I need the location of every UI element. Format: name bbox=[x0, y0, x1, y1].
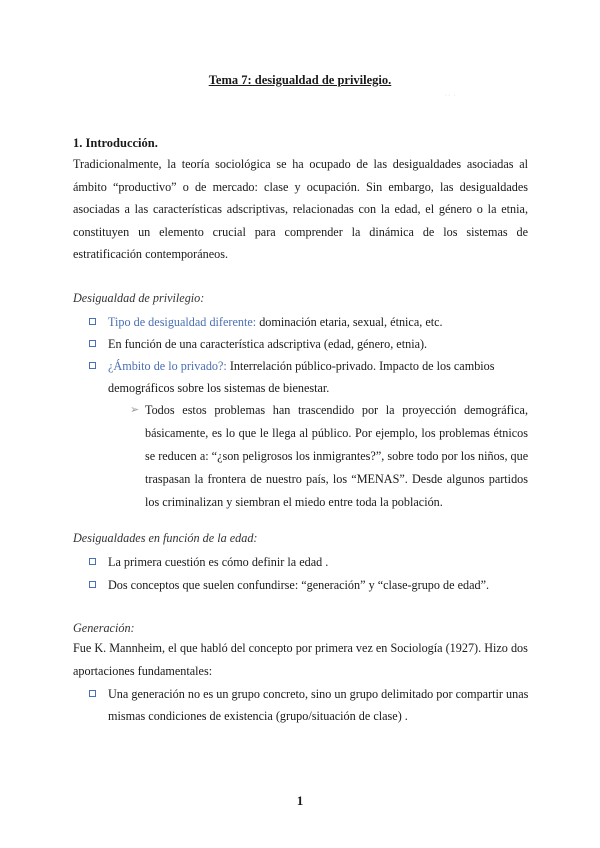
checkbox-bullet-icon bbox=[89, 690, 96, 697]
document-title: Tema 7: desigualdad de privilegio. bbox=[208, 73, 392, 87]
intro-line: constituyen un elemento crucial para comprender la dinámica de los sistemas de bbox=[73, 224, 528, 239]
intro-paragraph bbox=[73, 153, 528, 266]
paragraph-line: Fue K. Mannheim, el que habló del concepto por primera vez en Sociología (1927). Hizo dos bbox=[73, 641, 528, 655]
bullet-label: Tipo de desigualdad diferente: bbox=[108, 315, 257, 329]
sub-line: se reducen a: “¿son peligrosos los inmigrantes?”, sobre todo por los niños, que bbox=[145, 449, 529, 463]
sub-line: los criminalizan y siembran el miedo entre toda la población. bbox=[145, 495, 443, 509]
bullet-text: Una generación no es un grupo concreto, sino un grupo delimitado por compartir unas bbox=[108, 687, 529, 701]
bullet-text: mismas condiciones de existencia (grupo/situación de clase) . bbox=[108, 709, 408, 723]
checkbox-bullet-icon bbox=[89, 362, 96, 369]
sub-line: traspasan la frontera de nuestro país, los “MENAS”. Desde algunos partidos bbox=[145, 472, 528, 486]
paragraph-line: aportaciones fundamentales: bbox=[73, 663, 213, 678]
faint-mark: ·· · bbox=[445, 93, 457, 99]
sub-line: Todos estos problemas han trascendido por la proyección demográfica, bbox=[145, 403, 528, 417]
section-heading-introduccion: 1. Introducción. bbox=[73, 136, 158, 150]
checkbox-bullet-icon bbox=[89, 558, 96, 565]
bullet-label: ¿Ámbito de lo privado?: bbox=[108, 359, 227, 373]
section-heading-generacion: Generación: bbox=[73, 621, 135, 635]
checkbox-bullet-icon bbox=[89, 318, 96, 325]
checkbox-bullet-icon bbox=[89, 581, 96, 588]
bullet-text: Interrelación público-privado. Impacto de los cambios bbox=[226, 359, 495, 373]
bullet-text: demográficos sobre los sistemas de bienestar. bbox=[108, 381, 330, 395]
section-heading-edad: Desigualdades en función de la edad: bbox=[73, 531, 258, 545]
section-heading-privilegio: Desigualdad de privilegio: bbox=[73, 291, 205, 305]
arrow-bullet-icon: ➢ bbox=[130, 404, 140, 416]
intro-line: asociadas a las características adscriptivas, relacionadas con la edad, el género o la etnia, bbox=[73, 202, 528, 216]
intro-line: estratificación contemporáneos. bbox=[73, 247, 228, 261]
sub-line: básicamente, es lo que le llega al público. Por ejemplo, los problemas étnicos bbox=[145, 426, 528, 440]
intro-line: ámbito “productivo” o de mercado: clase y ocupación. Sin embargo, las desigualdades bbox=[73, 179, 528, 194]
bullet-text: La primera cuestión es cómo definir la edad . bbox=[108, 555, 329, 569]
intro-line: Tradicionalmente, la teoría sociológica se ha ocupado de las desigualdades asociadas al bbox=[73, 157, 528, 171]
checkbox-bullet-icon bbox=[89, 340, 96, 347]
bullet-text: En función de una característica adscriptiva (edad, género, etnia). bbox=[108, 337, 428, 351]
page-number: 1 bbox=[296, 793, 304, 808]
bullet-text: dominación etaria, sexual, étnica, etc. bbox=[256, 315, 443, 329]
generacion-paragraph bbox=[73, 637, 528, 682]
bullet-text: Dos conceptos que suelen confundirse: “generación” y “clase-grupo de edad”. bbox=[108, 578, 490, 592]
